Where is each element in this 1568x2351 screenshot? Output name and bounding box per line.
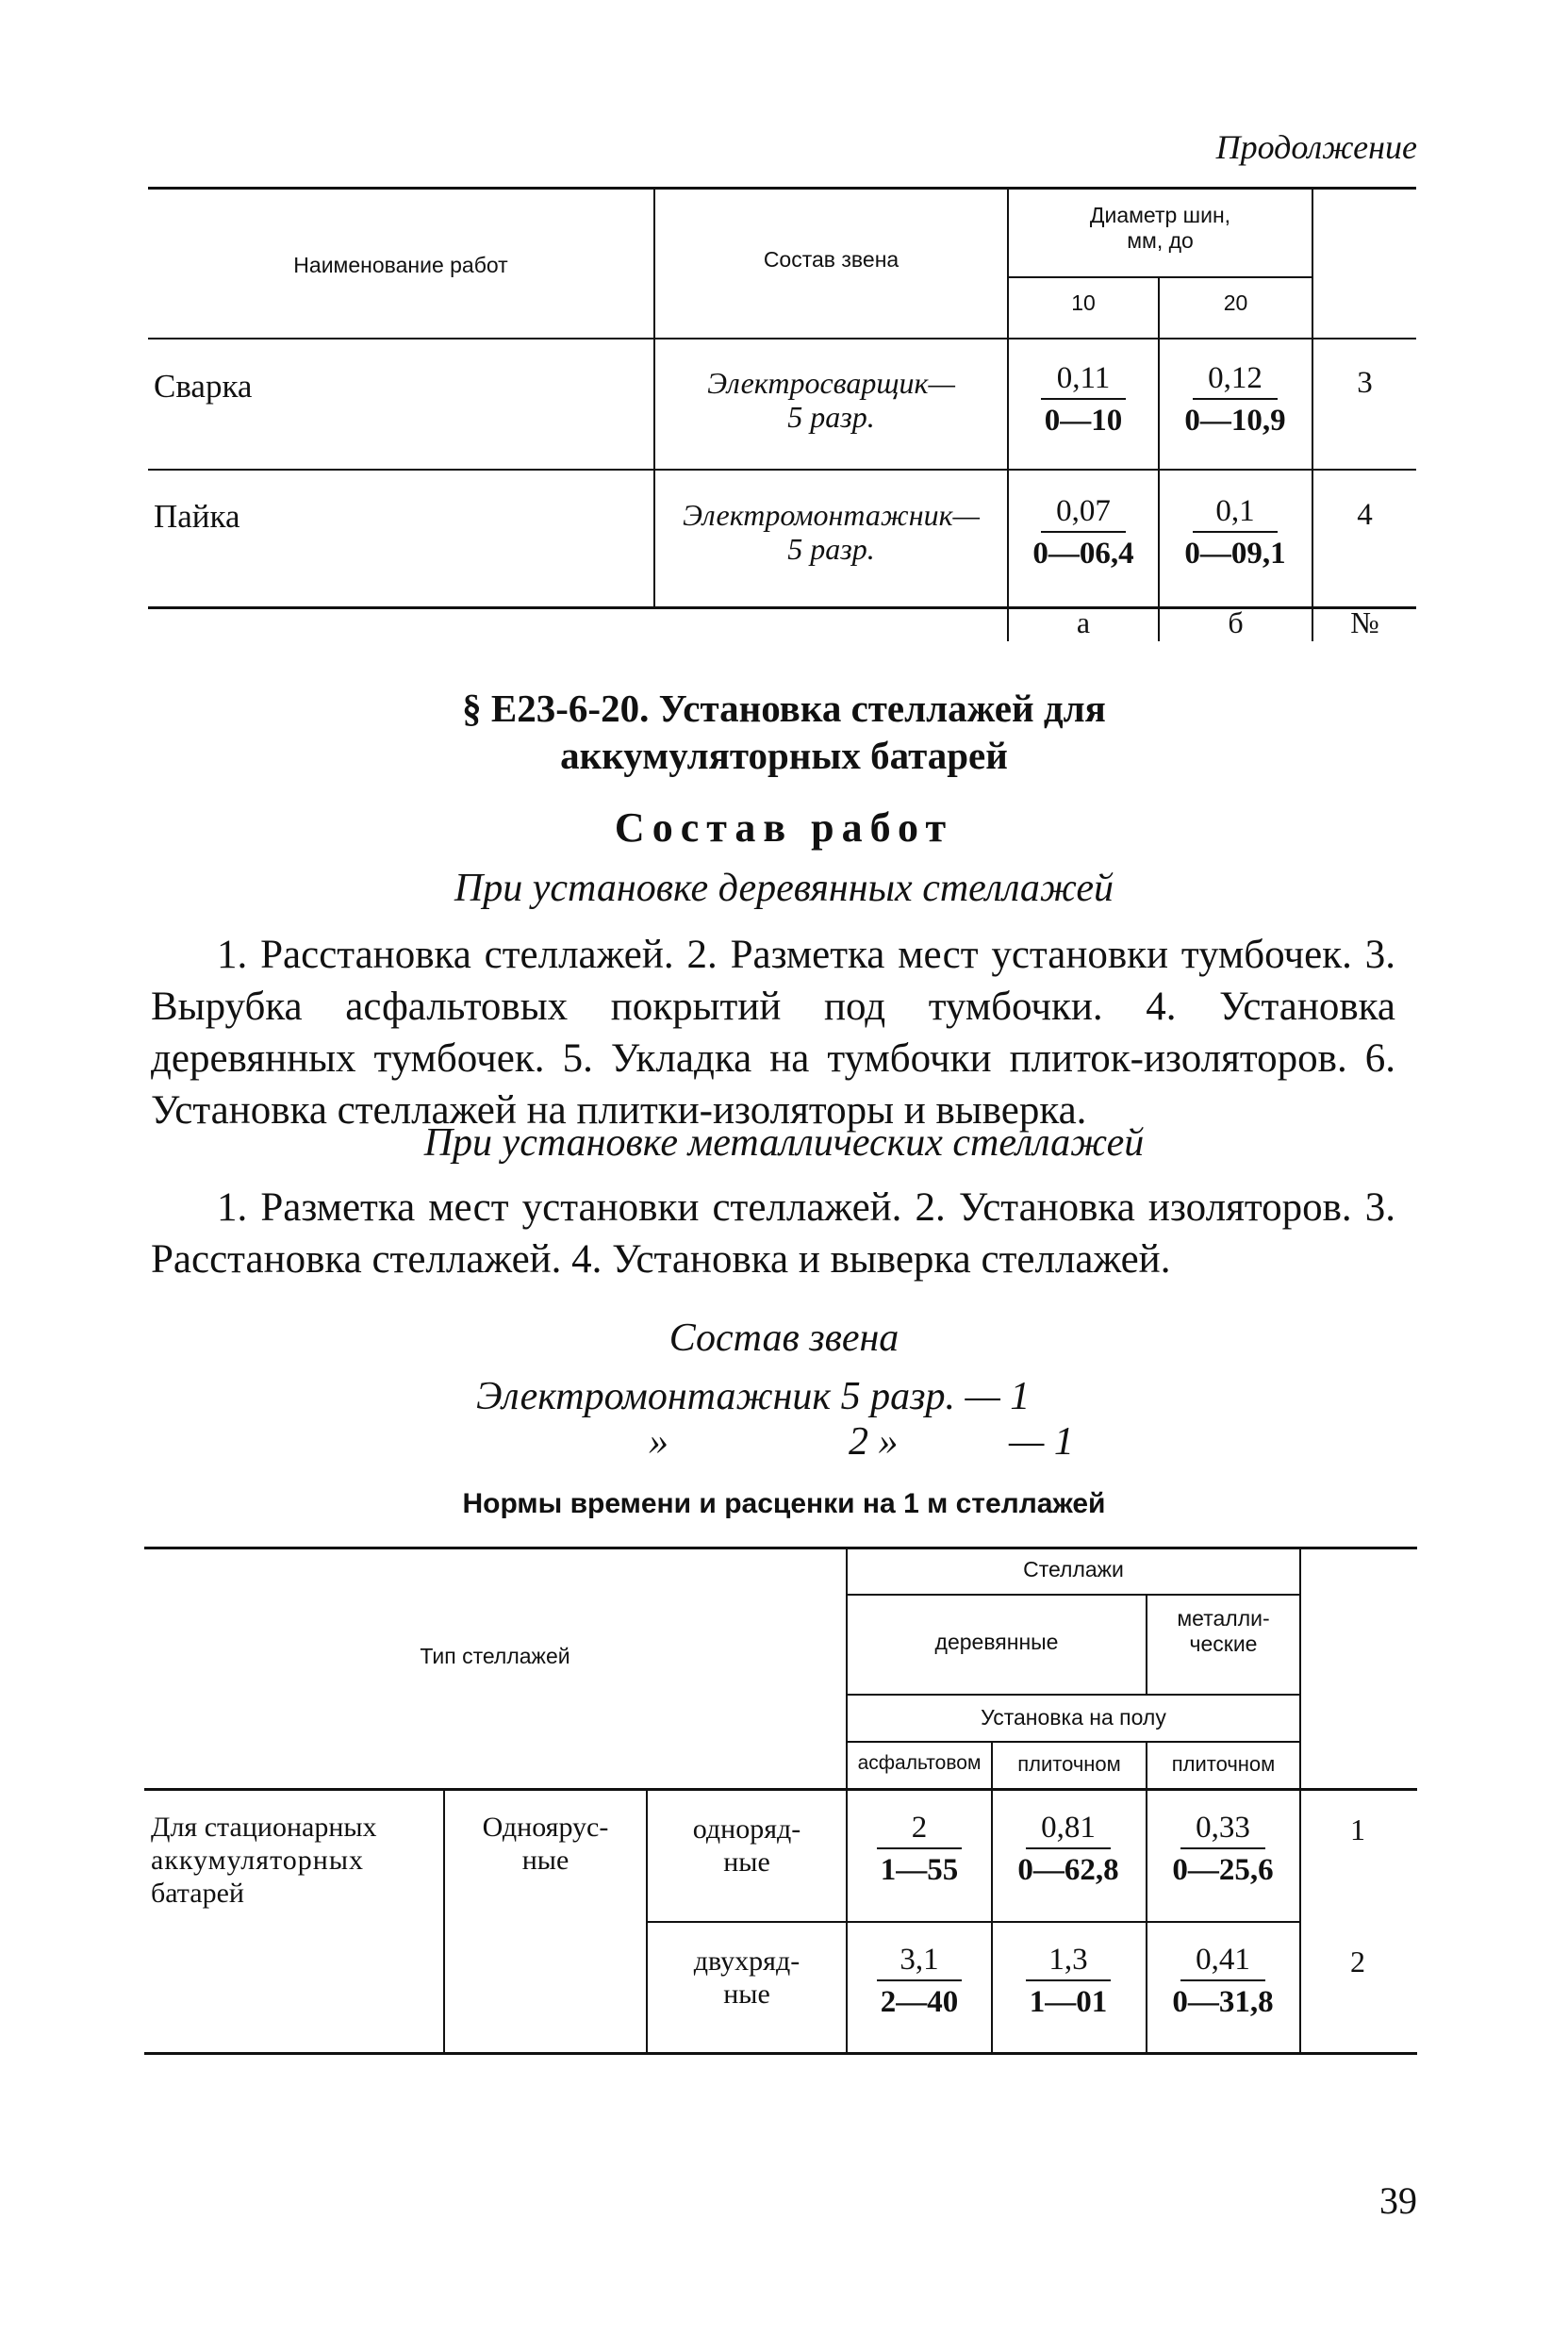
metal-heading: При установке металлических стеллажей [423,1121,1145,1165]
section-title-1: § Е23-6-20. Установка стеллажей для [462,687,1106,730]
cell-value-a: $\frac{0,07}{0—06,4}$ [1032,494,1134,571]
row-work: Пайка [154,498,240,535]
row-type: однoряд- ные [692,1813,801,1878]
work-composition-heading: Состав работ [614,804,954,851]
continuation-label: Продолжение [1215,128,1417,166]
cell-value-a: $\frac{0,11}{0—10}$ [1013,361,1154,439]
crew-line-2-count: — 1 [1009,1420,1074,1464]
row-number: 1 [1350,1813,1365,1846]
section-title-2: аккумуляторных батарей [560,734,1008,777]
cell-tile-metal: $\frac{0,33}{0—25,6}$ [1172,1811,1274,1888]
header-work-name: Наименование работ [293,253,508,277]
header-diameter-1: Диаметр шин, [1089,203,1231,227]
cell-value-b: $\frac{0,1}{0—09,1}$ [1184,494,1286,571]
norms-heading: Нормы времени и расценки на 1 м стеллажей [462,1488,1106,1519]
footer-b: б [1228,605,1244,639]
row-number: 4 [1357,498,1373,532]
crew-line-2-quote: » [649,1420,668,1464]
header-tile-1: плиточном [1017,1752,1121,1776]
row-crew-2: 5 разр. [787,400,875,434]
header-type: Тип стеллажей [420,1644,570,1668]
row-number: 3 [1357,366,1373,400]
footer-a: а [1076,605,1091,639]
header-metal-2: ческие [1189,1631,1258,1656]
cell-asphalt: $\frac{3,1}{2—40}$ [848,1943,991,2020]
footer-num: № [1350,605,1379,639]
row-crew-2: 5 разр. [787,532,875,566]
header-asphalt: асфальтовом [857,1752,982,1774]
header-col-20: 20 [1223,290,1248,315]
crew-heading: Состав звена [668,1316,900,1360]
cell-tile-wooden: $\frac{0,81}{0—62,8}$ [1017,1811,1119,1888]
crew-line-1: Электромонтажник 5 разр. — 1 [476,1375,1031,1418]
cell-asphalt: $\frac{2}{1—55}$ [848,1811,991,1888]
header-racks: Стеллажи [1023,1557,1124,1581]
metal-text: 1. Разметка мест установки стеллажей. 2. Установка изоляторов. 3. Расстановка стеллажей. 4. Установка и выверка стеллажей. [151,1185,1395,1282]
cell-value-b: $\frac{0,12}{0—10,9}$ [1184,361,1286,439]
header-wooden: деревянные [934,1630,1059,1654]
row-type: двухряд- ные [693,1945,801,2010]
header-metal-1: металли- [1177,1606,1270,1631]
row-number: 2 [1350,1945,1365,1978]
header-crew: Состав звена [763,247,900,272]
tier-label: Одноярус- ные [482,1812,609,1876]
header-floor-install: Установка на полу [981,1705,1166,1730]
cell-tile-wooden: $\frac{1,3}{1—01}$ [998,1943,1139,2020]
row-work: Сварка [154,368,253,405]
crew-line-2-grade: 2 » [849,1420,899,1464]
cell-tile-metal: $\frac{0,41}{0—31,8}$ [1172,1943,1274,2020]
wooden-heading: При установке деревянных стеллажей [454,867,1114,910]
header-col-10: 10 [1071,290,1096,315]
group-label: Для стационарных аккумуляторных батарей [151,1812,377,1909]
header-diameter-2: мм, до [1127,228,1194,253]
page-number: 39 [1379,2179,1417,2222]
row-crew-1: Электромонтажник— [683,498,980,532]
wooden-text: 1. Расстановка стеллажей. 2. Разметка мест установки тумбочек. 3. Вырубка асфальтовых покрытий под тумбочки. 4. Установка деревянных тумбочек. 5. Укладка на тумбочки плиток-изоляторов. 6. Установка стеллажей на плитки-изоляторы и выверка. [151,933,1395,1133]
header-tile-2: плиточном [1171,1752,1276,1776]
row-crew-1: Электросварщик— [707,366,955,400]
